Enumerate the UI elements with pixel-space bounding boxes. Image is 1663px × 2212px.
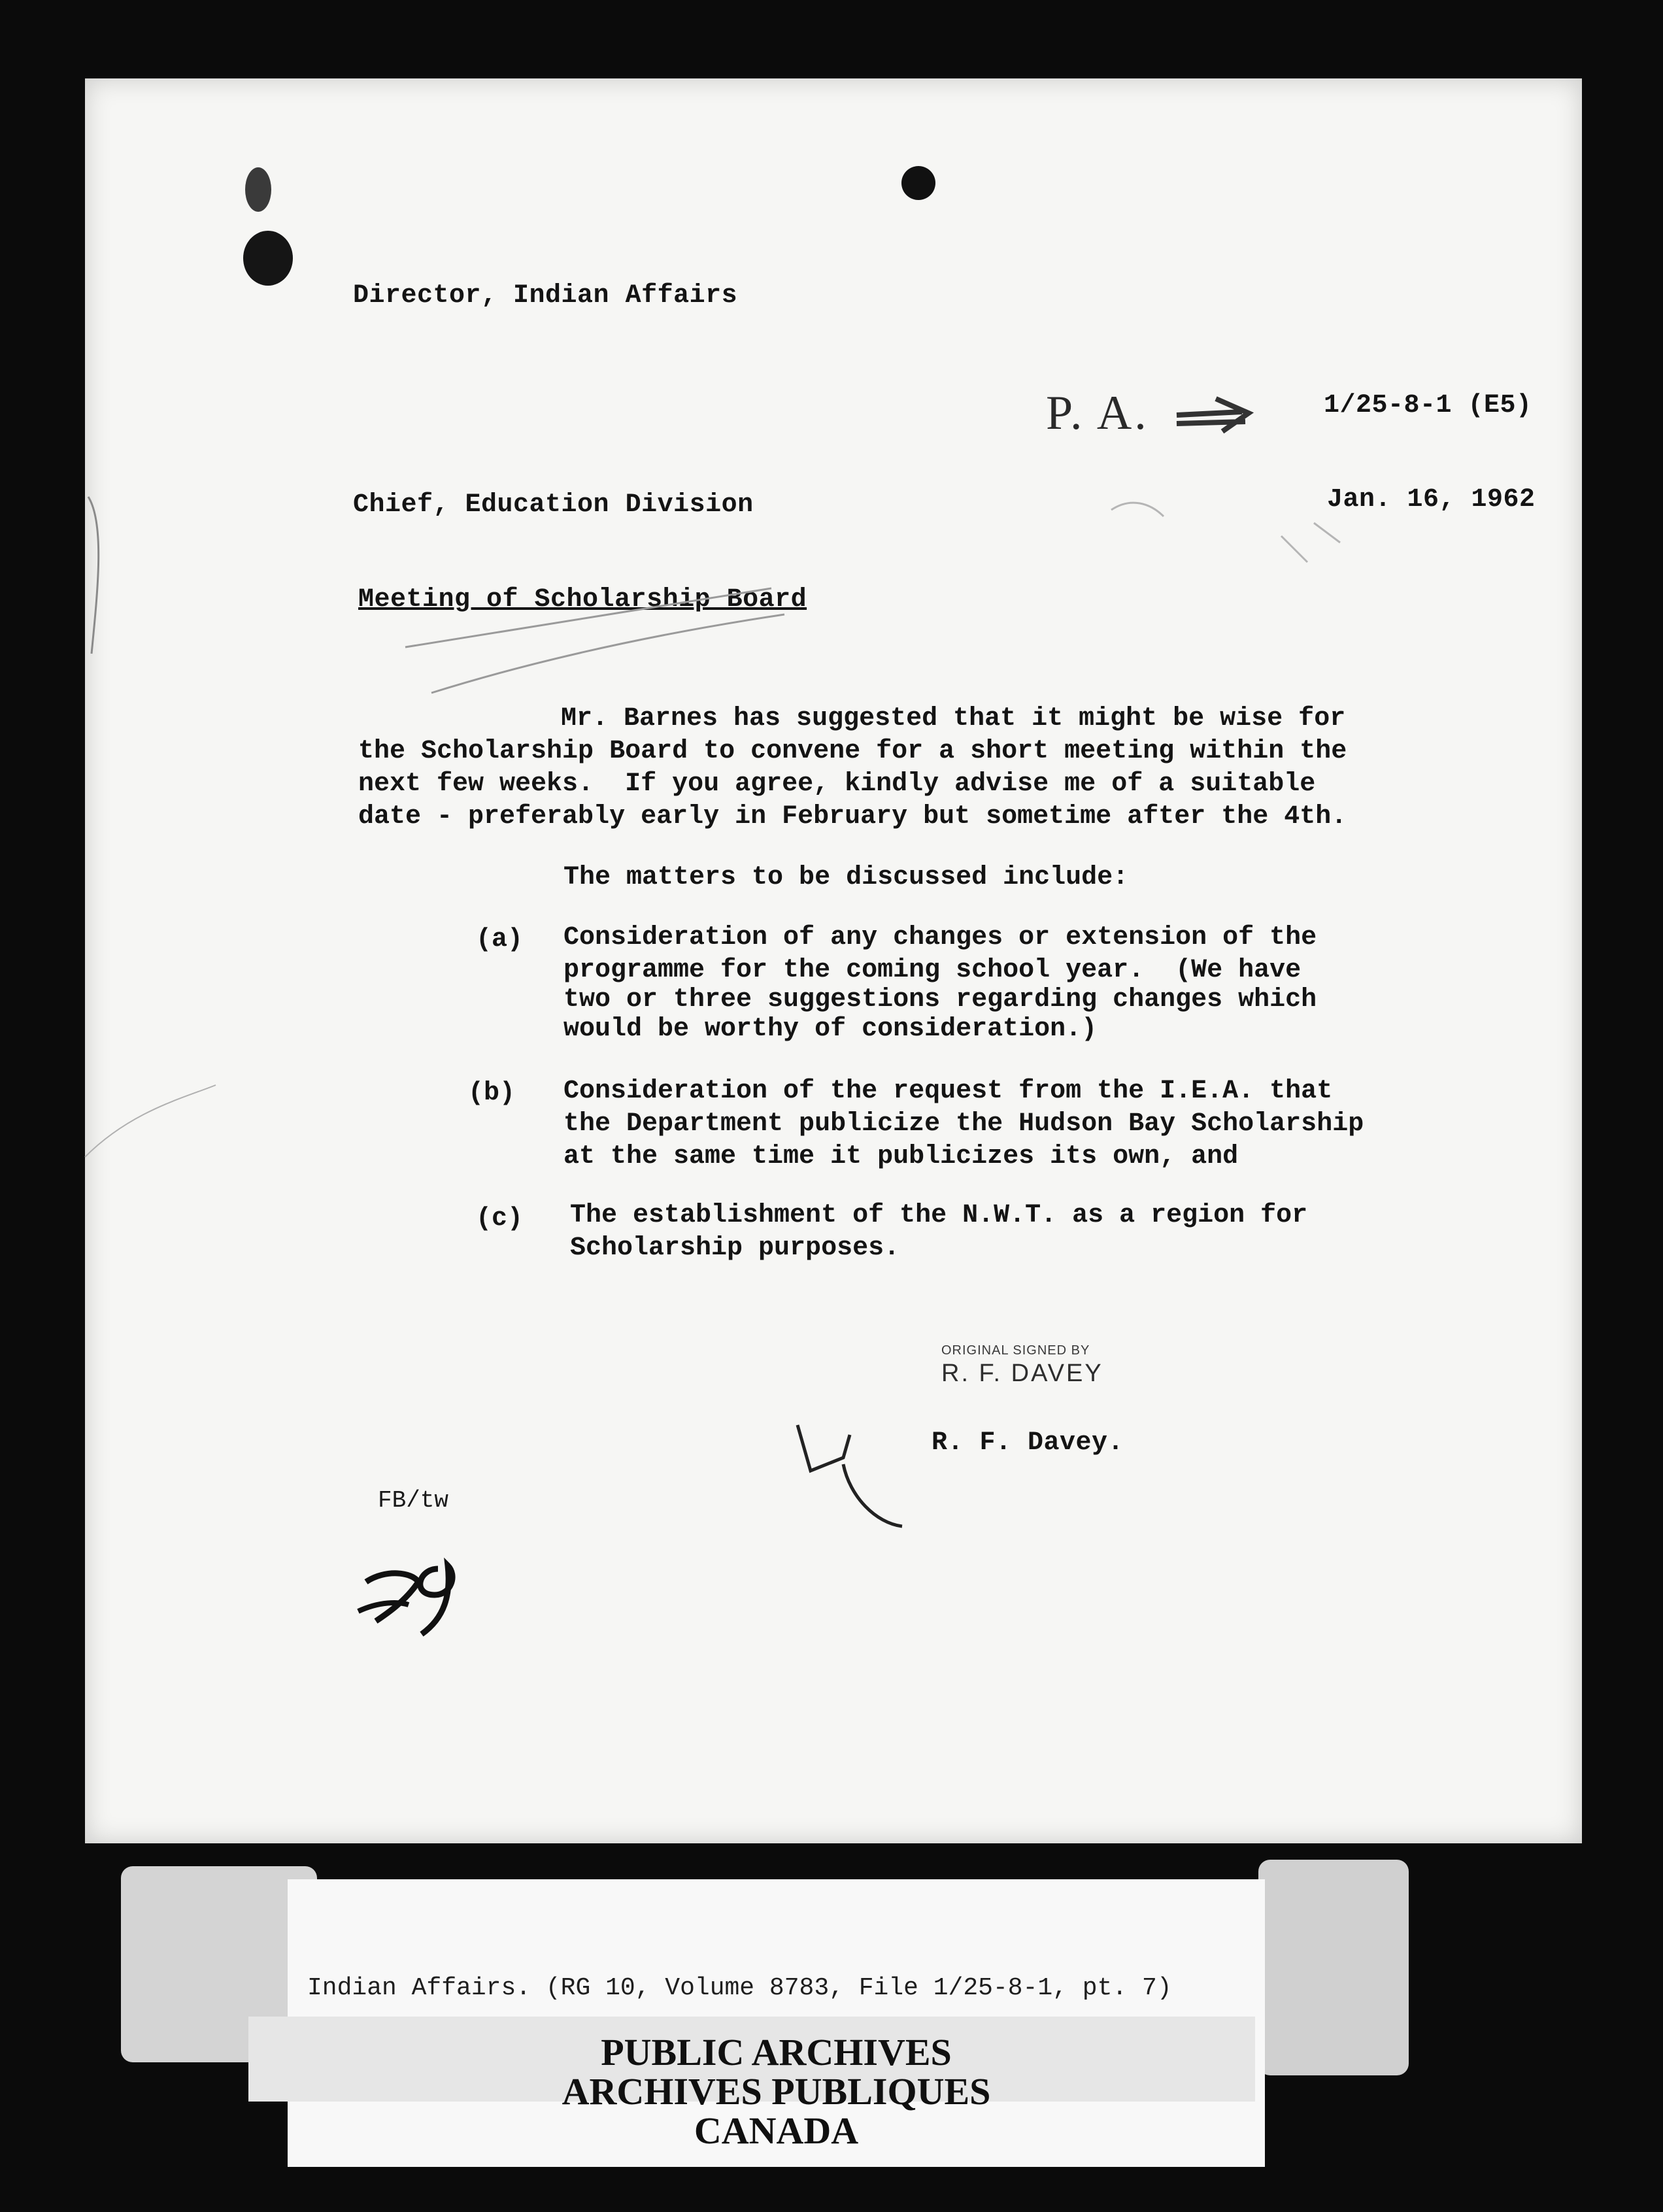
pa-stamp: P. A. xyxy=(1046,386,1149,440)
archive-country: CANADA xyxy=(694,2109,859,2152)
item-letter: (a) xyxy=(476,925,524,954)
arrow-mark xyxy=(1177,399,1249,431)
handwritten-initial xyxy=(798,1425,902,1526)
item-line: the Department publicize the Hudson Bay Scholarship xyxy=(563,1109,1364,1139)
ink-smudge xyxy=(245,167,271,212)
original-signed-stamp: ORIGINAL SIGNED BY xyxy=(941,1343,1090,1358)
signer-stamp: R. F. DAVEY xyxy=(941,1360,1103,1387)
item-line: The establishment of the N.W.T. as a region for xyxy=(570,1201,1308,1230)
ink-blot xyxy=(243,231,293,286)
item-line: two or three suggestions regarding changes which xyxy=(563,985,1317,1014)
paragraph-line: date - preferably early in February but sometime after the 4th. xyxy=(358,802,1347,831)
typed-signer: R. F. Davey. xyxy=(932,1428,1124,1458)
item-line: Scholarship purposes. xyxy=(570,1233,900,1263)
item-line: Consideration of any changes or extension of the xyxy=(563,923,1317,952)
paragraph-line: the Scholarship Board to convene for a short meeting within the xyxy=(358,737,1347,766)
item-letter: (b) xyxy=(468,1079,516,1108)
memo-subject: Meeting of Scholarship Board xyxy=(358,585,807,614)
pencil-mark xyxy=(1111,503,1340,562)
item-line: programme for the coming school year. (We have xyxy=(563,956,1302,985)
matters-intro: The matters to be discussed include: xyxy=(563,863,1129,892)
paragraph-line: Mr. Barnes has suggested that it might be wise for xyxy=(561,704,1346,733)
paragraph-line: next few weeks. If you agree, kindly advise me of a suitable xyxy=(358,769,1316,799)
archive-reference: Indian Affairs. (RG 10, Volume 8783, File 1/25-8-1, pt. 7) xyxy=(307,1974,1172,2002)
archive-name-fr: ARCHIVES PUBLIQUES xyxy=(562,2070,991,2113)
item-line: Consideration of the request from the I.E.A. that xyxy=(563,1077,1333,1106)
item-letter: (c) xyxy=(476,1204,524,1233)
archive-name-en: PUBLIC ARCHIVES xyxy=(601,2031,952,2073)
pencil-scribble xyxy=(405,588,784,693)
memo-date: Jan. 16, 1962 xyxy=(1327,485,1536,514)
memo-to: Director, Indian Affairs xyxy=(353,281,738,310)
label-tab-right xyxy=(1258,1860,1409,2075)
item-line: would be worthy of consideration.) xyxy=(563,1014,1098,1044)
item-line: at the same time it publicizes its own, and xyxy=(563,1142,1239,1171)
punch-hole-mark xyxy=(901,166,935,200)
typist-initials: FB/tw xyxy=(378,1487,449,1514)
handwritten-number-79 xyxy=(358,1566,452,1634)
memo-from: Chief, Education Division xyxy=(353,490,754,520)
file-reference: 1/25-8-1 (E5) xyxy=(1324,391,1532,420)
